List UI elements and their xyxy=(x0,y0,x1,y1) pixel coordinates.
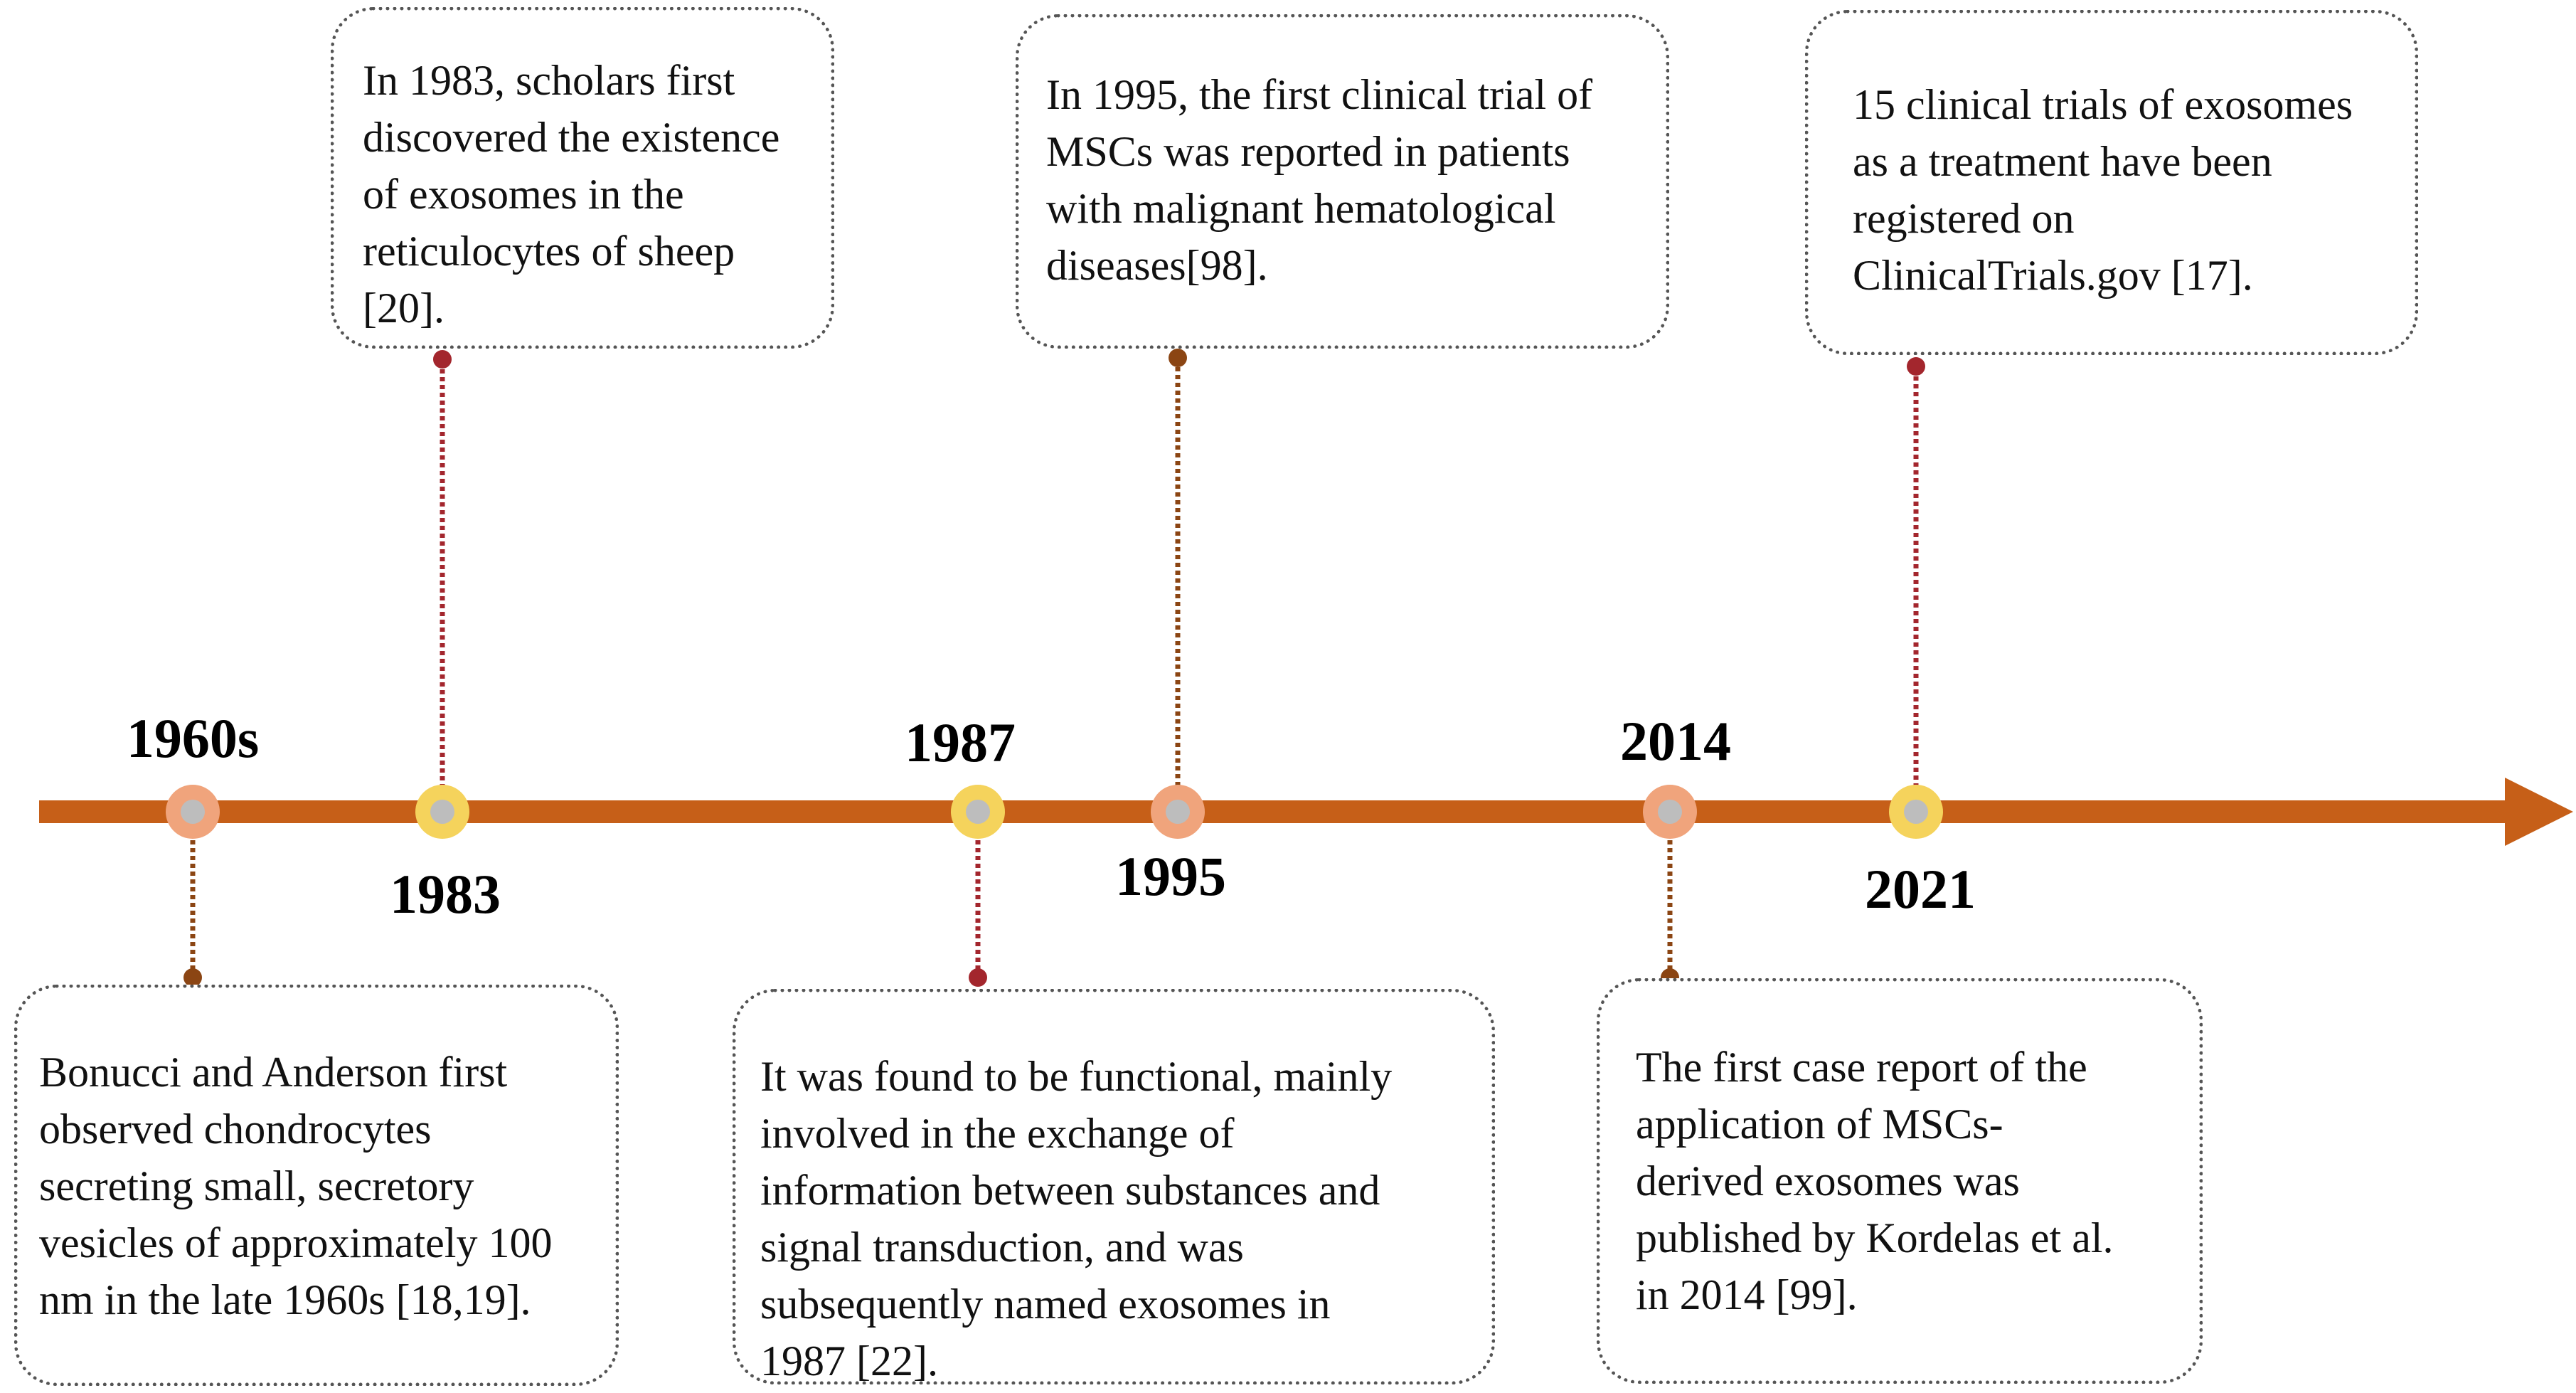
marker-1995 xyxy=(1151,785,1205,839)
year-label-2021: 2021 xyxy=(1865,858,1976,920)
marker-1987 xyxy=(951,785,1005,839)
connector-dot-2021 xyxy=(1907,357,1925,376)
event-box-1995: In 1995, the first clinical trial of MSCs was reported in patients with malignant hematological diseases[98]. xyxy=(1016,14,1669,349)
year-label-1983: 1983 xyxy=(390,863,501,925)
event-box-2014: The first case report of the application of MSCs- derived exosomes was published by Kordelas et al. in 2014 [99]. xyxy=(1597,978,2203,1384)
connector-dot-1983 xyxy=(433,350,452,369)
connector-dot-1995 xyxy=(1169,349,1187,367)
timeline-axis xyxy=(39,800,2514,823)
marker-1960s xyxy=(166,785,220,839)
marker-1983 xyxy=(415,785,469,839)
marker-2021 xyxy=(1889,785,1943,839)
timeline-arrowhead-icon xyxy=(2505,778,2573,846)
event-box-1983: In 1983, scholars first discovered the existence of exosomes in the reticulocytes of sheep [20]. xyxy=(331,7,834,349)
connector-dot-1987 xyxy=(969,968,987,987)
event-box-1960s: Bonucci and Anderson first observed chondrocytes secreting small, secretory vesicles of approximately 100 nm in the late 1960s [18,19]. xyxy=(14,985,619,1386)
event-box-1987: It was found to be functional, mainly involved in the exchange of information between substances and signal transduction, and was subsequently named exosomes in 1987 [22]. xyxy=(733,989,1495,1384)
event-box-2021: 15 clinical trials of exosomes as a treatment have been registered on ClinicalTrials.gov [17]. xyxy=(1805,10,2418,355)
year-label-2014: 2014 xyxy=(1620,710,1731,772)
year-label-1960s: 1960s xyxy=(126,707,260,769)
year-label-1995: 1995 xyxy=(1115,845,1226,907)
marker-2014 xyxy=(1643,785,1697,839)
year-label-1987: 1987 xyxy=(905,711,1016,773)
